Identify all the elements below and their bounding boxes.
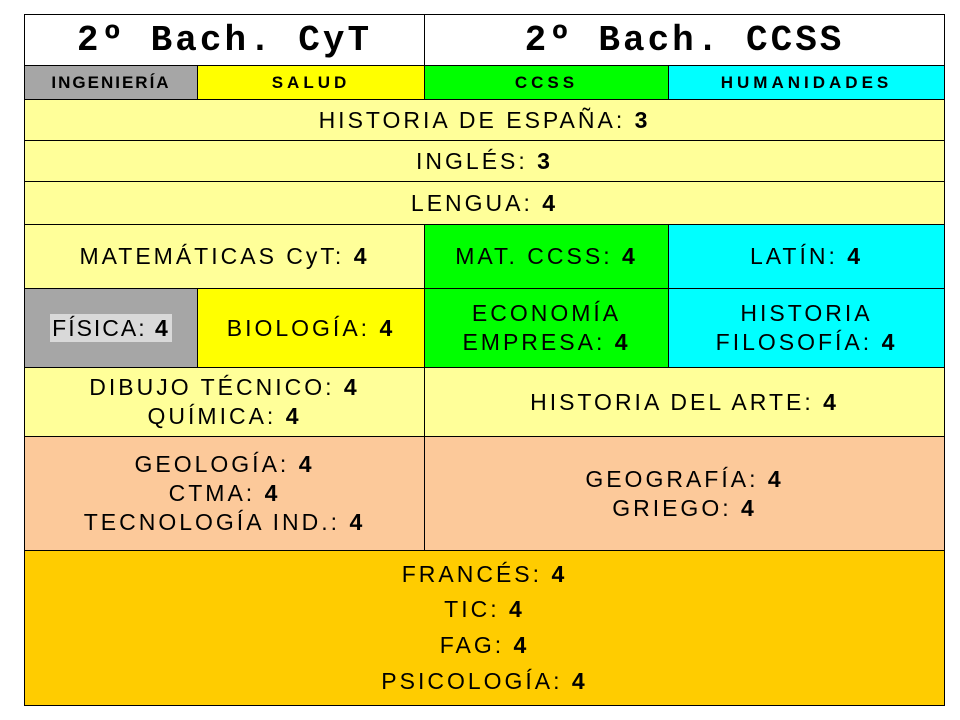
header-ccss [425, 14, 945, 66]
subject-name-line2: EMPRESA: [462, 329, 606, 355]
subject-matematicas-cyt [24, 225, 425, 289]
subject-fisica [24, 289, 198, 368]
subject-hours: 4 [509, 596, 525, 623]
subject-name-line1: ECONOMÍA [471, 300, 622, 327]
subject-hours: 4 [847, 243, 864, 270]
subject-hours: 4 [614, 329, 631, 355]
tab-humanidades [669, 66, 945, 100]
subject-hours: 3 [537, 147, 553, 174]
subject-hours: 4 [353, 243, 370, 270]
subject-ingles [24, 141, 945, 182]
subject-hours: 4 [264, 480, 281, 507]
subject-hours: 4 [285, 403, 302, 429]
subject-hours: 4 [881, 329, 898, 355]
subject-historia-del-arte [425, 368, 945, 437]
subject-hours: 4 [349, 508, 366, 535]
subject-lengua [24, 182, 945, 225]
header-cyt-label: 2º Bach. CyT [76, 19, 373, 61]
subject-economia-empresa [425, 289, 669, 368]
options-cyt-group [24, 368, 425, 437]
subject-name: FRANCÉS: [401, 560, 543, 587]
subject-hours: 4 [551, 560, 568, 587]
subject-latin [669, 225, 945, 289]
tab-ingenieria [24, 66, 198, 100]
header-cyt [24, 14, 425, 66]
subject-hours: 4 [823, 388, 839, 415]
subject-name: BIOLOGÍA: [226, 314, 371, 341]
subject-name: QUÍMICA: [147, 403, 277, 429]
subject-name: MAT. CCSS: [455, 243, 613, 270]
subject-historia-filosofia [669, 289, 945, 368]
subject-table [24, 14, 945, 706]
tab-humanidades-label: HUMANIDADES [720, 72, 893, 92]
subject-name: GEOGRAFÍA: [585, 465, 759, 492]
subject-biologia [198, 289, 425, 368]
subject-name: GRIEGO: [612, 494, 732, 521]
subject-name: FÍSICA: [52, 314, 147, 341]
subject-name: DIBUJO TÉCNICO: [89, 374, 335, 401]
subject-hours: 4 [571, 667, 588, 694]
subject-hours: 3 [634, 106, 651, 133]
subject-hours: 4 [767, 465, 784, 492]
subject-hours: 4 [155, 314, 170, 341]
subject-name: LENGUA: [410, 189, 533, 216]
header-ccss-label: 2º Bach. CCSS [524, 19, 845, 61]
subject-name: LATÍN: [749, 243, 838, 270]
subject-hours: 4 [298, 451, 315, 478]
subject-name: INGLÉS: [416, 147, 528, 174]
subject-hours: 4 [542, 189, 559, 216]
subject-historia-espana [24, 100, 945, 141]
subject-name: TECNOLOGÍA IND.: [83, 508, 341, 535]
tab-salud-label: SALUD [271, 72, 351, 92]
subject-name: GEOLOGÍA: [134, 451, 290, 478]
options-cyt-group-2 [24, 437, 425, 551]
subject-name: FAG: [439, 632, 505, 658]
subject-mat-ccss [425, 225, 669, 289]
tab-salud [198, 66, 425, 100]
subject-hours: 4 [741, 494, 757, 521]
subject-name: TIC: [444, 596, 500, 623]
shared-options-group [24, 551, 945, 706]
subject-hours: 4 [379, 314, 396, 341]
subject-hours: 4 [513, 632, 530, 658]
tab-ccss-label: CCSS [514, 72, 579, 92]
subject-name: CTMA: [168, 480, 256, 507]
options-ccss-group [425, 437, 945, 551]
subject-hours: 4 [343, 374, 360, 401]
subject-name-line2: FILOSOFÍA: [715, 329, 873, 355]
subject-name: HISTORIA DEL ARTE: [530, 388, 814, 415]
tab-ingenieria-label: INGENIERÍA [51, 72, 171, 92]
subject-name-line1: HISTORIA [740, 300, 873, 327]
subject-hours: 4 [621, 243, 638, 270]
subject-name: MATEMÁTICAS CyT: [79, 243, 345, 270]
subject-name: PSICOLOGÍA: [381, 667, 563, 694]
tab-ccss [425, 66, 669, 100]
subject-name: HISTORIA DE ESPAÑA: [318, 106, 626, 133]
